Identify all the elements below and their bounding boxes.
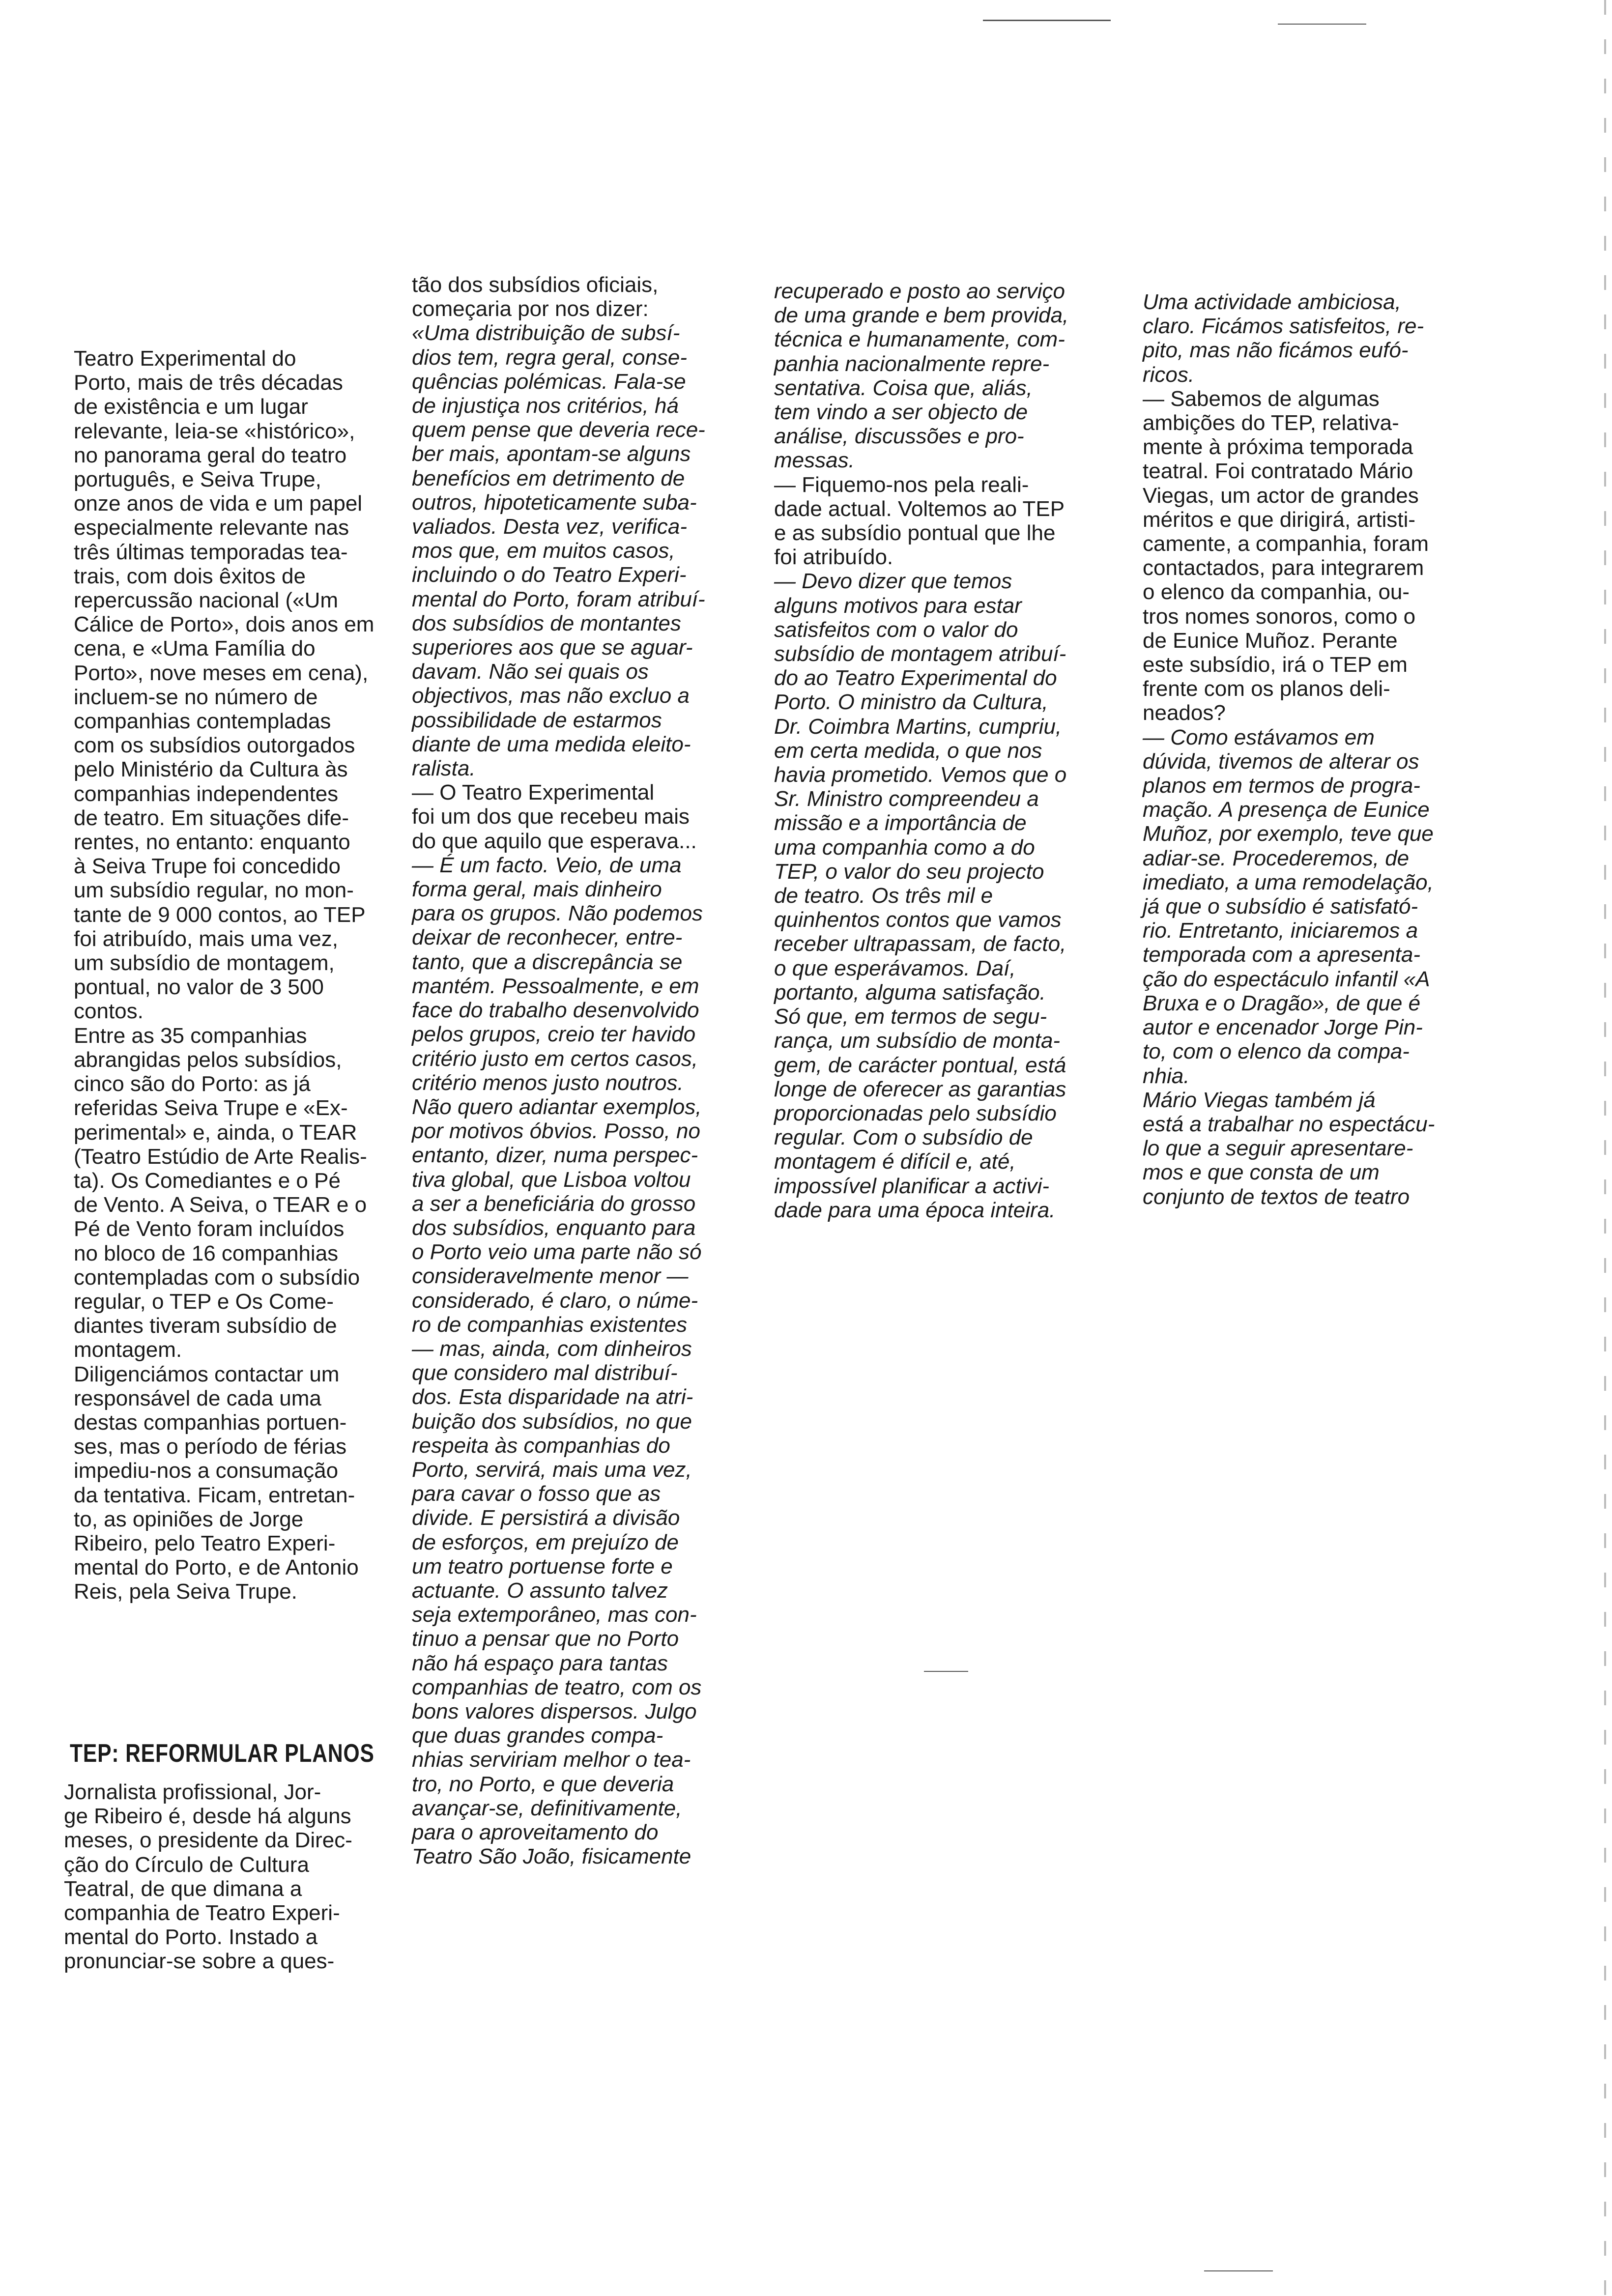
text-line: Mário Viegas também já bbox=[1143, 1088, 1376, 1112]
text-line: mação. A presença de Eunice bbox=[1143, 798, 1430, 822]
text-line: não há espaço para tantas bbox=[412, 1651, 668, 1675]
text-line: trais, com dois êxitos de bbox=[74, 564, 306, 588]
text-line: meses, o presidente da Direc- bbox=[64, 1828, 352, 1853]
text-line: mental do Porto. Instado a bbox=[64, 1925, 318, 1950]
col3-question bbox=[774, 473, 1118, 570]
text-line: Muñoz, por exemplo, teve que bbox=[1143, 822, 1434, 846]
text-line: para os grupos. Não podemos bbox=[412, 901, 703, 926]
text-line: regular. Com o subsídio de bbox=[774, 1125, 1033, 1150]
text-line: méritos e que dirigirá, artisti- bbox=[1143, 507, 1416, 532]
text-line: TEP, o valor do seu projecto bbox=[774, 859, 1044, 884]
text-line: superiores aos que se aguar- bbox=[412, 635, 693, 660]
text-line: Teatral, de que dimana a bbox=[64, 1876, 302, 1901]
text-line: bons valores dispersos. Julgo bbox=[412, 1699, 697, 1723]
text-line: missão e a importância de bbox=[774, 811, 1027, 835]
text-line: o Porto veio uma parte não só bbox=[412, 1240, 702, 1264]
text-line: que duas grandes compa- bbox=[412, 1723, 663, 1748]
text-line: tinuo a pensar que no Porto bbox=[412, 1627, 679, 1651]
text-line: ber mais, apontam-se alguns bbox=[412, 442, 691, 466]
text-line: foi um dos que recebeu mais bbox=[412, 804, 690, 829]
text-line: montagem. bbox=[74, 1338, 182, 1362]
text-line: para cavar o fosso que as bbox=[412, 1482, 661, 1506]
text-line: mantém. Pessoalmente, e em bbox=[412, 974, 699, 998]
column-3 bbox=[774, 279, 1118, 1222]
text-line: ta). Os Comediantes e o Pé bbox=[74, 1168, 341, 1193]
text-line: já que o subsídio é satisfató- bbox=[1143, 894, 1418, 919]
text-line: deixar de reconhecer, entre- bbox=[412, 925, 683, 950]
text-line: autor e encenador Jorge Pin- bbox=[1143, 1015, 1423, 1040]
text-line: contos. bbox=[74, 999, 144, 1024]
text-line: havia prometido. Vemos que o bbox=[774, 763, 1067, 787]
text-line: — Devo dizer que temos bbox=[774, 569, 1012, 594]
text-line: de teatro. Os três mil e bbox=[774, 884, 993, 908]
text-line: mos que, em muitos casos, bbox=[412, 539, 675, 563]
text-line: por motivos óbvios. Posso, no bbox=[412, 1119, 700, 1144]
text-line: foi atribuído. bbox=[774, 545, 893, 570]
text-line: especialmente relevante nas bbox=[74, 516, 349, 540]
text-line: diantes tiveram subsídio de bbox=[74, 1314, 337, 1338]
text-line: um subsídio de montagem, bbox=[74, 951, 335, 976]
text-line: imediato, a uma remodelação, bbox=[1143, 870, 1434, 894]
text-line: em certa medida, o que nos bbox=[774, 738, 1042, 763]
text-line: com os subsídios outorgados bbox=[74, 733, 355, 758]
text-line: Jornalista profissional, Jor- bbox=[64, 1780, 321, 1804]
text-line: critério justo em certos casos, bbox=[412, 1046, 698, 1071]
text-line: dade para uma época inteira. bbox=[774, 1198, 1056, 1222]
text-line: Bruxa e o Dragão», de que é bbox=[1143, 991, 1421, 1015]
text-line: panhia nacionalmente repre- bbox=[774, 351, 1050, 376]
text-line: possibilidade de estarmos bbox=[412, 708, 662, 732]
text-line: no bloco de 16 companhias bbox=[74, 1241, 339, 1265]
text-line: relevante, leia-se «histórico», bbox=[74, 419, 355, 443]
text-line: rio. Entretanto, iniciaremos a bbox=[1143, 918, 1418, 943]
text-line: buição dos subsídios, no que bbox=[412, 1409, 692, 1434]
text-line: ricos. bbox=[1143, 362, 1195, 387]
text-line: três últimas temporadas tea- bbox=[74, 540, 348, 564]
page-edge bbox=[1604, 0, 1606, 2296]
text-line: mos e que consta de um bbox=[1143, 1160, 1380, 1185]
text-line: to, com o elenco da compa- bbox=[1143, 1039, 1410, 1064]
scan-speck bbox=[924, 1671, 968, 1672]
text-line: ambições do TEP, relativa- bbox=[1143, 411, 1399, 435]
col1-paragraph-2 bbox=[74, 1024, 408, 1362]
text-line: de Vento. A Seiva, o TEAR e o bbox=[74, 1193, 367, 1217]
text-line: proporcionadas pelo subsídio bbox=[774, 1101, 1057, 1125]
text-line: Ribeiro, pelo Teatro Experi- bbox=[74, 1531, 336, 1555]
text-line: ralista. bbox=[412, 756, 476, 781]
text-line: do ao Teatro Experimental do bbox=[774, 666, 1057, 690]
text-line: portanto, alguma satisfação. bbox=[774, 980, 1046, 1004]
text-line: para o aproveitamento do bbox=[412, 1820, 659, 1844]
text-line: tanto, que a discrepância se bbox=[412, 949, 683, 974]
text-line: de Eunice Muñoz. Perante bbox=[1143, 628, 1398, 653]
text-line: incluem-se no número de bbox=[74, 685, 318, 709]
text-line: — O Teatro Experimental bbox=[412, 780, 655, 805]
text-line: tro, no Porto, e que deveria bbox=[412, 1772, 674, 1796]
text-line: ge Ribeiro é, desde há alguns bbox=[64, 1804, 351, 1829]
text-line: de teatro. Em situações dife- bbox=[74, 805, 349, 830]
text-line: davam. Não sei quais os bbox=[412, 660, 649, 684]
text-line: objectivos, mas não excluo a bbox=[412, 684, 690, 708]
text-line: considerado, é claro, o núme- bbox=[412, 1288, 698, 1313]
text-line: «Uma distribuição de subsí- bbox=[412, 321, 680, 345]
text-line: pito, mas não ficámos eufó- bbox=[1143, 338, 1409, 363]
text-line: cena, e «Uma Família do bbox=[74, 636, 316, 661]
text-line: referidas Seiva Trupe e «Ex- bbox=[74, 1096, 348, 1120]
text-line: tão dos subsídios oficiais, bbox=[412, 273, 659, 297]
text-line: uma companhia como a do bbox=[774, 835, 1035, 860]
text-line: da tentativa. Ficam, entretan- bbox=[74, 1483, 355, 1507]
text-line: Porto. O ministro da Cultura, bbox=[774, 690, 1048, 715]
text-line: mental do Porto, foram atribuí- bbox=[412, 587, 705, 611]
text-line: impossível planificar a activi- bbox=[774, 1174, 1049, 1198]
text-line: — É um facto. Veio, de uma bbox=[412, 853, 682, 877]
column-4 bbox=[1143, 290, 1487, 1209]
text-line: entanto, dizer, numa perspec- bbox=[412, 1143, 698, 1168]
text-line: do que aquilo que esperava... bbox=[412, 829, 697, 853]
text-line: abrangidas pelos subsídios, bbox=[74, 1047, 342, 1072]
text-line: subsídio de montagem atribuí- bbox=[774, 642, 1066, 666]
col2-quote-2 bbox=[412, 853, 751, 1869]
text-line: à Seiva Trupe foi concedido bbox=[74, 854, 341, 879]
col1-paragraph-4 bbox=[64, 1780, 398, 1974]
text-line: contempladas com o subsídio bbox=[74, 1265, 360, 1290]
text-line: seja extemporâneo, mas con- bbox=[412, 1603, 697, 1627]
text-line: onze anos de vida e um papel bbox=[74, 491, 363, 516]
text-line: companhias de teatro, com os bbox=[412, 1675, 702, 1699]
text-line: tiva global, que Lisboa voltou bbox=[412, 1167, 691, 1192]
text-line: cinco são do Porto: as já bbox=[74, 1072, 311, 1096]
text-line: quem pense que deveria rece- bbox=[412, 418, 705, 442]
text-line: Teatro Experimental do bbox=[74, 346, 296, 371]
text-line: adiar-se. Procederemos, de bbox=[1143, 846, 1410, 870]
text-line: teatral. Foi contratado Mário bbox=[1143, 459, 1413, 484]
text-line: camente, a companhia, foram bbox=[1143, 532, 1429, 556]
section-heading: TEP: REFORMULAR PLANOS bbox=[70, 1739, 374, 1768]
text-line: dios tem, regra geral, conse- bbox=[412, 345, 688, 370]
text-line: pelo Ministério da Cultura às bbox=[74, 757, 348, 782]
text-line: nhia. bbox=[1143, 1063, 1190, 1088]
text-line: o elenco da companhia, ou- bbox=[1143, 580, 1410, 604]
text-line: pelos grupos, creio ter havido bbox=[412, 1022, 696, 1047]
text-line: Entre as 35 companhias bbox=[74, 1023, 307, 1048]
text-line: actuante. O assunto talvez bbox=[412, 1578, 668, 1603]
text-line: to, as opiniões de Jorge bbox=[74, 1507, 304, 1531]
text-line: tem vindo a ser objecto de bbox=[774, 400, 1028, 425]
text-line: planos em termos de progra- bbox=[1143, 774, 1420, 798]
text-line: regular, o TEP e Os Come- bbox=[74, 1289, 334, 1314]
col3-quote-1 bbox=[774, 279, 1118, 473]
text-line: frente com os planos deli- bbox=[1143, 677, 1390, 701]
text-line: destas companhias portuen- bbox=[74, 1410, 347, 1435]
text-line: incluindo o do Teatro Experi- bbox=[412, 563, 687, 587]
text-line: nhias serviriam melhor o tea- bbox=[412, 1748, 691, 1772]
text-line: temporada com a apresenta- bbox=[1143, 943, 1420, 967]
text-line: — mas, ainda, com dinheiros bbox=[412, 1336, 692, 1361]
text-line: quinhentos contos que vamos bbox=[774, 908, 1062, 932]
text-line: Cálice de Porto», dois anos em bbox=[74, 612, 374, 637]
text-line: critério menos justo noutros. bbox=[412, 1070, 684, 1095]
text-line: ses, mas o período de férias bbox=[74, 1435, 347, 1459]
text-line: messas. bbox=[774, 448, 855, 473]
text-line: montagem é difícil e, até, bbox=[774, 1149, 1016, 1174]
text-line: Porto, mais de três décadas bbox=[74, 371, 343, 395]
text-line: divide. E persistirá a divisão bbox=[412, 1506, 680, 1530]
text-line: — Como estávamos em bbox=[1143, 725, 1375, 749]
text-line: — Sabemos de algumas bbox=[1143, 386, 1380, 411]
text-line: forma geral, mais dinheiro bbox=[412, 877, 662, 902]
text-line: companhias independentes bbox=[74, 781, 339, 806]
text-line: de esforços, em prejuízo de bbox=[412, 1530, 679, 1554]
text-line: dos subsídios de montantes bbox=[412, 611, 681, 635]
col4-quote-1 bbox=[1143, 290, 1487, 387]
column-2 bbox=[412, 273, 751, 1868]
text-line: Pé de Vento foram incluídos bbox=[74, 1217, 345, 1241]
text-line: foi atribuído, mais uma vez, bbox=[74, 926, 339, 951]
text-line: valiados. Desta vez, verifica- bbox=[412, 515, 687, 539]
text-line: recuperado e posto ao serviço bbox=[774, 279, 1065, 303]
text-line: gem, de carácter pontual, está bbox=[774, 1053, 1066, 1077]
text-line: começaria por nos dizer: bbox=[412, 297, 649, 321]
col1-paragraph-3 bbox=[74, 1362, 408, 1604]
scan-speck bbox=[1204, 2270, 1273, 2271]
text-line: Uma actividade ambiciosa, bbox=[1143, 290, 1401, 314]
text-line: face do trabalho desenvolvido bbox=[412, 998, 699, 1023]
text-line: claro. Ficámos satisfeitos, re- bbox=[1143, 314, 1424, 339]
col2-quote-1 bbox=[412, 321, 751, 780]
col2-question bbox=[412, 780, 751, 853]
text-line: Dr. Coimbra Martins, cumpriu, bbox=[774, 714, 1062, 739]
text-line: sentativa. Coisa que, aliás, bbox=[774, 375, 1033, 400]
text-line: dúvida, tivemos de alterar os bbox=[1143, 749, 1419, 774]
text-line: conjunto de textos de teatro bbox=[1143, 1184, 1410, 1209]
scan-speck bbox=[1278, 24, 1366, 25]
text-line: ção do espectáculo infantil «A bbox=[1143, 967, 1430, 991]
text-line: consideravelmente menor — bbox=[412, 1264, 689, 1289]
text-line: pronunciar-se sobre a ques- bbox=[64, 1949, 335, 1974]
text-line: de existência e um lugar bbox=[74, 395, 308, 419]
text-line: repercussão nacional («Um bbox=[74, 588, 339, 613]
text-line: outros, hipoteticamente suba- bbox=[412, 490, 697, 515]
text-line: companhia de Teatro Experi- bbox=[64, 1901, 340, 1925]
text-line: mental do Porto, e de Antonio bbox=[74, 1555, 359, 1580]
text-line: benefícios em detrimento de bbox=[412, 466, 685, 490]
text-line: este subsídio, irá o TEP em bbox=[1143, 653, 1408, 677]
text-line: português, e Seiva Trupe, bbox=[74, 467, 321, 492]
text-line: pontual, no valor de 3 500 bbox=[74, 975, 324, 1000]
text-line: tante de 9 000 contos, ao TEP bbox=[74, 902, 366, 927]
text-line: longe de oferecer as garantias bbox=[774, 1077, 1066, 1101]
column-1-lower bbox=[64, 1780, 398, 1974]
text-line: rança, um subsídio de monta- bbox=[774, 1029, 1061, 1053]
col1-paragraph-1 bbox=[74, 346, 408, 1024]
text-line: Porto, servirá, mais uma vez, bbox=[412, 1457, 692, 1482]
text-line: lo que a seguir apresentare- bbox=[1143, 1136, 1413, 1161]
text-line: impediu-nos a consumação bbox=[74, 1459, 339, 1483]
text-line: o que esperávamos. Daí, bbox=[774, 956, 1016, 980]
text-line: avançar-se, definitivamente, bbox=[412, 1796, 682, 1820]
text-line: de injustiça nos critérios, há bbox=[412, 394, 679, 418]
text-line: perimental» e, ainda, o TEAR bbox=[74, 1120, 357, 1145]
text-line: companhias contempladas bbox=[74, 709, 331, 734]
text-line: técnica e humanamente, com- bbox=[774, 327, 1065, 352]
col4-question bbox=[1143, 387, 1487, 725]
text-line: — Fiquemo-nos pela reali- bbox=[774, 472, 1029, 497]
text-line: Porto», nove meses em cena), bbox=[74, 660, 369, 685]
text-line: rentes, no entanto: enquanto bbox=[74, 830, 350, 855]
text-line: a ser a beneficiária do grosso bbox=[412, 1191, 696, 1216]
text-line: mente à próxima temporada bbox=[1143, 435, 1413, 459]
text-line: Teatro São João, fisicamente bbox=[412, 1844, 691, 1869]
text-line: tros nomes sonoros, como o bbox=[1143, 604, 1416, 629]
text-line: ção do Círculo de Cultura bbox=[64, 1852, 309, 1877]
text-line: que considero mal distribuí- bbox=[412, 1361, 678, 1385]
text-line: um subsídio regular, no mon- bbox=[74, 878, 354, 903]
col3-quote-2 bbox=[774, 569, 1118, 1222]
text-line: responsável de cada uma bbox=[74, 1386, 321, 1410]
text-line: está a trabalhar no espectácu- bbox=[1143, 1112, 1435, 1136]
text-line: dade actual. Voltemos ao TEP bbox=[774, 496, 1065, 521]
text-line: ro de companhias existentes bbox=[412, 1312, 688, 1337]
text-line: Viegas, um actor de grandes bbox=[1143, 483, 1419, 508]
text-line: de uma grande e bem provida, bbox=[774, 303, 1069, 328]
text-line: respeita às companhias do bbox=[412, 1433, 670, 1458]
text-line: satisfeitos com o valor do bbox=[774, 617, 1018, 642]
text-line: e as subsídio pontual que lhe bbox=[774, 521, 1056, 545]
text-line: dos. Esta disparidade na atri- bbox=[412, 1385, 693, 1409]
text-line: diante de uma medida eleito- bbox=[412, 732, 691, 756]
column-1 bbox=[74, 346, 408, 1604]
text-line: Reis, pela Seiva Trupe. bbox=[74, 1579, 297, 1604]
text-line: um teatro portuense forte e bbox=[412, 1554, 673, 1578]
text-line: Sr. Ministro compreendeu a bbox=[774, 787, 1039, 811]
text-line: alguns motivos para estar bbox=[774, 593, 1022, 618]
text-line: dos subsídios, enquanto para bbox=[412, 1215, 696, 1240]
text-line: contactados, para integrarem bbox=[1143, 556, 1424, 580]
text-line: neados? bbox=[1143, 701, 1226, 725]
text-line: Diligenciámos contactar um bbox=[74, 1362, 340, 1386]
text-line: no panorama geral do teatro bbox=[74, 443, 347, 467]
text-line: Não quero adiantar exemplos, bbox=[412, 1094, 702, 1119]
text-line: receber ultrapassam, de facto, bbox=[774, 932, 1066, 956]
col2-intro bbox=[412, 273, 751, 321]
text-line: (Teatro Estúdio de Arte Realis- bbox=[74, 1144, 367, 1169]
text-line: análise, discussões e pro- bbox=[774, 424, 1024, 449]
text-line: quências polémicas. Fala-se bbox=[412, 369, 686, 394]
text-line: Só que, em termos de segu- bbox=[774, 1004, 1047, 1029]
scan-speck bbox=[983, 20, 1111, 21]
col4-quote-2 bbox=[1143, 725, 1487, 1209]
